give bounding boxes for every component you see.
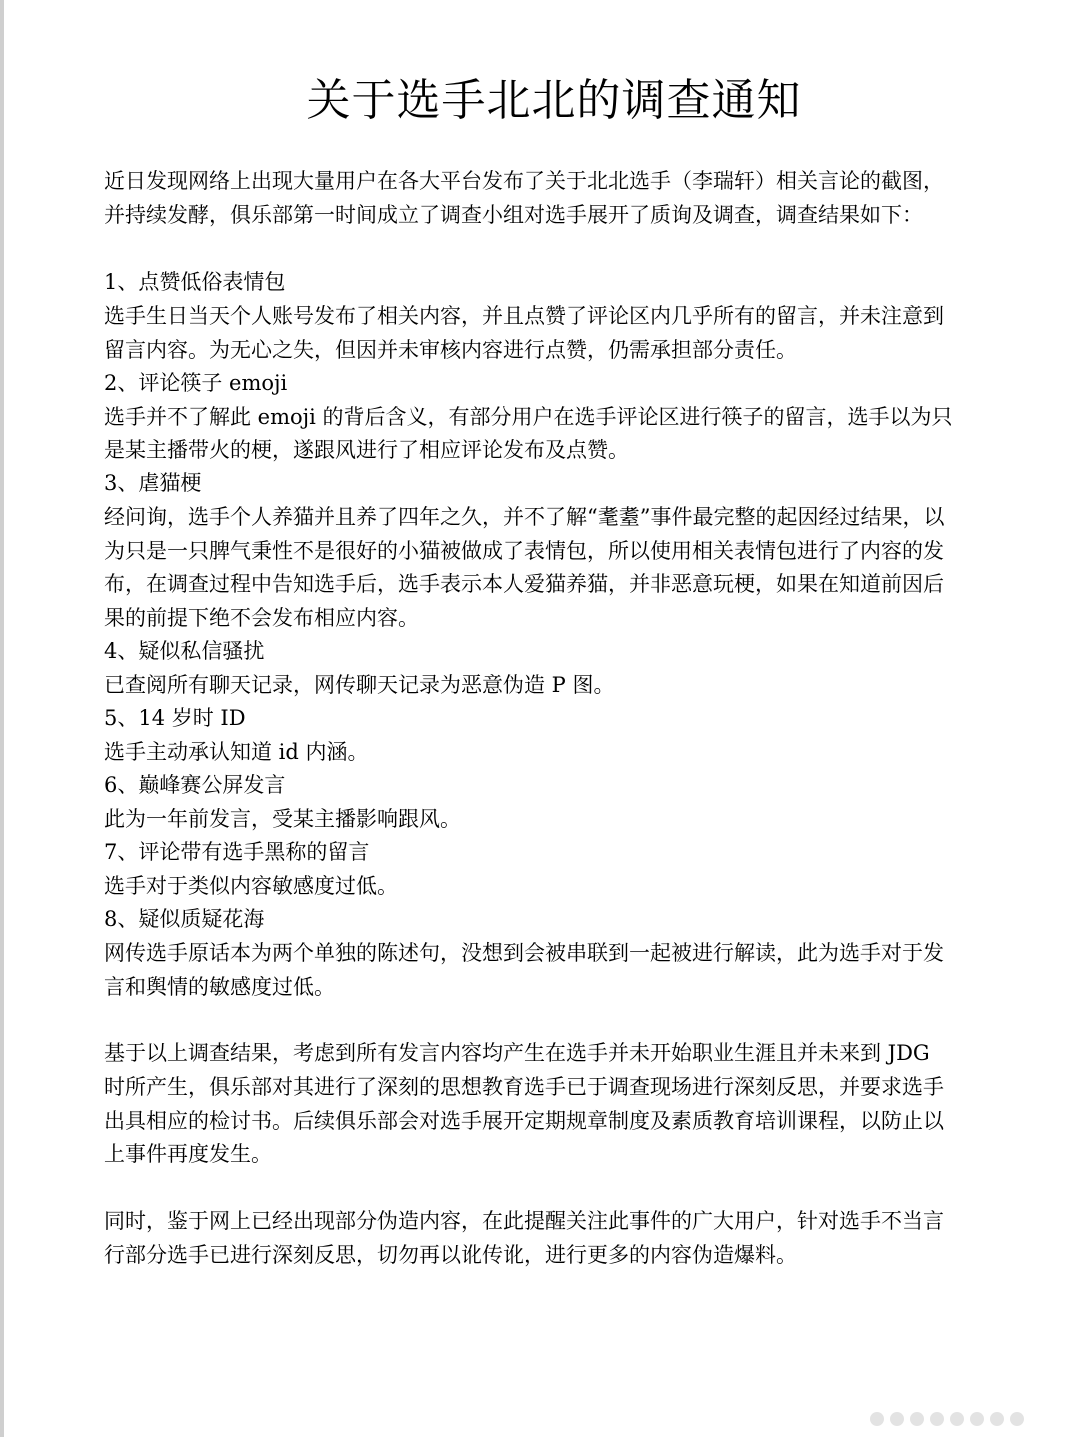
item-heading: 1、点赞低俗表情包: [104, 270, 286, 294]
conclusion-line: 出具相应的检讨书。后续俱乐部会对选手展开定期规章制度及素质教育培训课程，以防止以: [104, 1109, 944, 1133]
item-body-line: 言和舆情的敏感度过低。: [104, 975, 335, 999]
item-body-line: 是某主播带火的梗，遂跟风进行了相应评论发布及点赞。: [104, 438, 629, 462]
item-body-line: 选手生日当天个人账号发布了相关内容，并且点赞了评论区内几乎所有的留言，并未注意到: [104, 304, 944, 328]
intro-line: 近日发现网络上出现大量用户在各大平台发布了关于北北选手（李瑞轩）相关言论的截图，: [104, 169, 944, 193]
item-heading: 6、巅峰赛公屏发言: [104, 773, 286, 797]
item-heading: 8、疑似质疑花海: [104, 907, 265, 931]
notice-title: 关于选手北北的调查通知: [306, 75, 802, 126]
watermark-dot-icon: [930, 1412, 944, 1426]
reminder-line: 同时，鉴于网上已经出现部分伪造内容，在此提醒关注此事件的广大用户，针对选手不当言: [104, 1209, 944, 1233]
reminder-line: 行部分选手已进行深刻反思，切勿再以讹传讹，进行更多的内容伪造爆料。: [104, 1243, 797, 1267]
watermark-dot-icon: [950, 1412, 964, 1426]
watermark-dot-icon: [990, 1412, 1004, 1426]
item-body-line: 经问询，选手个人养猫并且养了四年之久，并不了解“耄耋”事件最完整的起因经过结果，以: [104, 505, 945, 529]
intro-line: 并持续发酵，俱乐部第一时间成立了调查小组对选手展开了质询及调查，调查结果如下：: [104, 203, 923, 227]
item-heading: 4、疑似私信骚扰: [104, 639, 265, 663]
item-body-line: 布，在调查过程中告知选手后，选手表示本人爱猫养猫，并非恶意玩梗，如果在知道前因后: [104, 572, 944, 596]
conclusion-line: 基于以上调查结果，考虑到所有发言内容均产生在选手并未开始职业生涯且并未来到 JDG: [104, 1041, 930, 1065]
watermark-dot-icon: [1010, 1412, 1024, 1426]
item-heading: 5、14 岁时 ID: [104, 706, 246, 730]
conclusion-line: 上事件再度发生。: [104, 1142, 272, 1166]
item-body-line: 网传选手原话本为两个单独的陈述句，没想到会被串联到一起被进行解读，此为选手对于发: [104, 941, 944, 965]
watermark-dot-icon: [970, 1412, 984, 1426]
watermark-decoration: [870, 1408, 1024, 1430]
item-body-line: 留言内容。为无心之失，但因并未审核内容进行点赞，仍需承担部分责任。: [104, 338, 797, 362]
conclusion-line: 时所产生，俱乐部对其进行了深刻的思想教育选手已于调查现场进行深刻反思，并要求选手: [104, 1075, 944, 1099]
item-body-line: 此为一年前发言，受某主播影响跟风。: [104, 807, 461, 831]
item-body-line: 已查阅所有聊天记录，网传聊天记录为恶意伪造 P 图。: [104, 673, 615, 697]
item-body-line: 选手对于类似内容敏感度过低。: [104, 874, 398, 898]
watermark-dot-icon: [910, 1412, 924, 1426]
item-body-line: 选手主动承认知道 id 内涵。: [104, 740, 369, 764]
page-left-edge: [0, 0, 4, 1437]
item-body-line: 为只是一只脾气秉性不是很好的小猫被做成了表情包，所以使用相关表情包进行了内容的发: [104, 539, 944, 563]
watermark-dot-icon: [870, 1412, 884, 1426]
watermark-dot-icon: [890, 1412, 904, 1426]
item-heading: 3、虐猫梗: [104, 471, 202, 495]
item-heading: 2、评论筷子 emoji: [104, 371, 288, 395]
item-body-line: 选手并不了解此 emoji 的背后含义，有部分用户在选手评论区进行筷子的留言，选手以为只: [104, 405, 953, 429]
notice-document: [104, 0, 1004, 1267]
item-body-line: 果的前提下绝不会发布相应内容。: [104, 606, 419, 630]
item-heading: 7、评论带有选手黑称的留言: [104, 840, 370, 864]
